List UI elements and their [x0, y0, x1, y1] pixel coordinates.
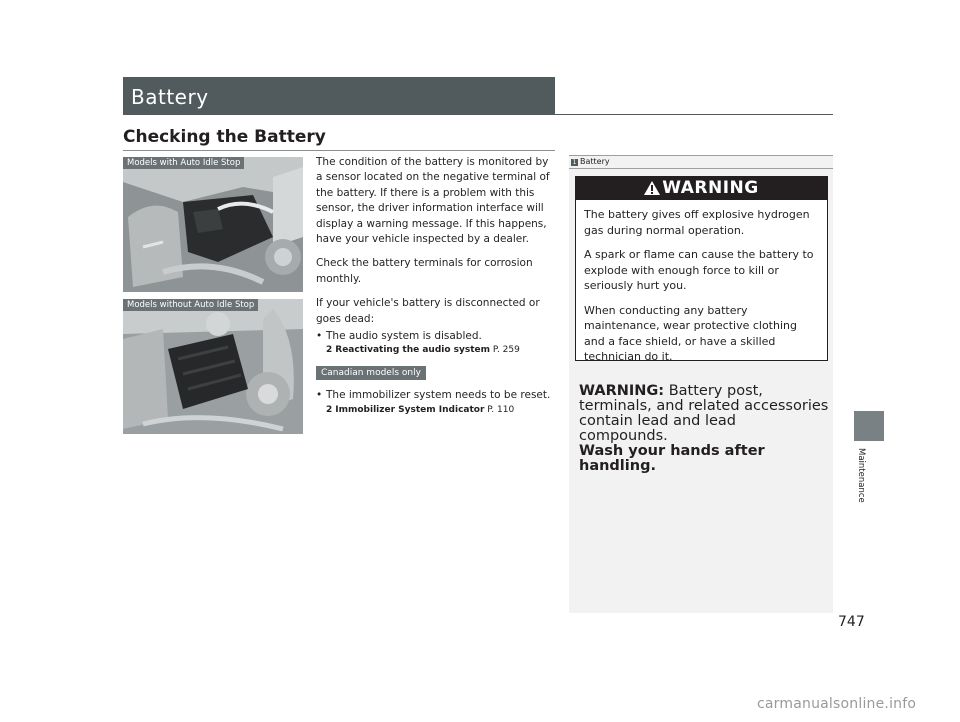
engine-bay-illustration-2: [123, 299, 303, 434]
warning-paragraph: A spark or flame can cause the battery to explode with enough force to kill or seriously hurt you.: [584, 248, 814, 292]
reference-title: Immobilizer System Indicator: [335, 404, 485, 415]
chapter-tab-label: Maintenance: [856, 448, 866, 503]
note-number-icon: 1: [572, 159, 577, 166]
lead-warning-label: WARNING:: [579, 383, 665, 399]
chapter-title: Battery: [131, 85, 209, 109]
warning-box: [575, 176, 828, 361]
side-note-panel: [569, 155, 833, 613]
cross-reference-link[interactable]: [316, 404, 556, 417]
lead-warning: [579, 384, 829, 474]
warning-body: [576, 200, 827, 365]
page-number: 747: [838, 614, 865, 630]
bullet-item: • The immobilizer system needs to be reset.: [316, 388, 556, 403]
engine-bay-illustration-1: [123, 157, 303, 292]
battery-photo-no-idle-stop: [123, 299, 303, 434]
cross-reference-link[interactable]: [316, 344, 556, 357]
reference-page: P. 259: [492, 345, 520, 356]
paragraph: Check the battery terminals for corrosion monthly.: [316, 257, 533, 285]
reference-arrow-icon: 2: [326, 404, 333, 415]
side-note-title: Battery: [580, 157, 610, 166]
paragraph: If your vehicle's battery is disconnected or goes dead:: [316, 297, 540, 325]
body-text: [316, 155, 556, 424]
photo-label: Models with Auto Idle Stop: [123, 157, 244, 169]
bullet-item: • The audio system is disabled.: [316, 329, 556, 344]
warning-header: [576, 177, 827, 200]
reference-page: P. 110: [487, 404, 515, 415]
reference-arrow-icon: 2: [326, 345, 333, 356]
chapter-title-bar: [123, 77, 555, 115]
reference-title: Reactivating the audio system: [335, 345, 491, 356]
title-rule: [555, 114, 833, 115]
paragraph: The condition of the battery is monitored by a sensor located on the negative terminal of the battery. If there is a problem with this sensor, the driver information interface will display a warning message. If this happens, have your vehicle inspected by a dealer.: [316, 156, 550, 246]
warning-title: WARNING: [662, 178, 759, 198]
section-rule: [123, 150, 555, 151]
warning-triangle-icon: [644, 181, 660, 195]
warning-paragraph: When conducting any battery maintenance, wear protective clothing and a face shield, or have a skilled technician do it.: [584, 303, 797, 363]
warning-paragraph: The battery gives off explosive hydrogen gas during normal operation.: [584, 208, 810, 237]
section-title: Checking the Battery: [123, 127, 326, 147]
lead-warning-text: Battery post, terminals, and related accessories contain lead and lead compounds.: [579, 383, 829, 444]
photo-label: Models without Auto Idle Stop: [123, 299, 258, 311]
lead-warning-instruction: Wash your hands after handling.: [579, 443, 765, 474]
battery-photo-idle-stop: [123, 157, 303, 292]
side-note-header: [569, 155, 833, 169]
region-badge: Canadian models only: [316, 366, 426, 380]
watermark: carmanualsonline.info: [757, 696, 917, 712]
chapter-tab: [854, 411, 884, 441]
